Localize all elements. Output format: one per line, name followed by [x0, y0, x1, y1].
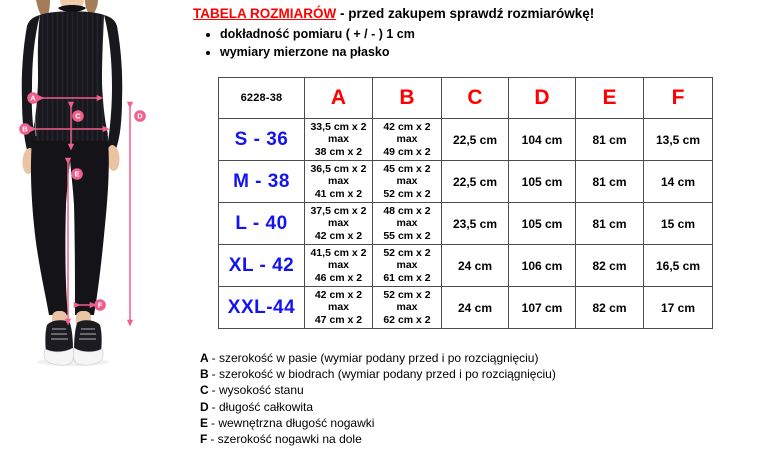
legend-desc: - szerokość w pasie (wymiar podany przed i po rozciągnięciu): [211, 351, 539, 365]
measurement-cell: 107 cm: [509, 287, 576, 329]
measurement-cell: 15 cm: [644, 203, 713, 245]
column-header-b: B: [373, 78, 442, 119]
bullet-item: • dokładność pomiaru ( + / - ) 1 cm: [220, 25, 415, 43]
measurement-line: 52 cm x 2: [383, 187, 431, 200]
measurement-cell: 14 cm: [644, 161, 713, 203]
size-label: XXL-44: [219, 287, 305, 329]
measurement-line: 52 cm x 2: [383, 288, 431, 301]
legend-letter: B: [200, 367, 209, 382]
legend-item: [200, 350, 556, 366]
legend-item: [200, 415, 556, 431]
table-row: [219, 161, 713, 203]
legend-letter: F: [200, 432, 208, 447]
measurement-cell: [305, 203, 373, 245]
column-header-a: A: [305, 78, 373, 119]
size-label: S - 36: [219, 119, 305, 161]
intro-bullet-list: [206, 25, 415, 61]
measurement-line: max: [327, 259, 349, 272]
legend-item: [200, 399, 556, 415]
measurement-line: 48 cm x 2: [383, 204, 431, 217]
product-code: 6228-38: [219, 78, 305, 119]
measurement-cell: 105 cm: [509, 203, 576, 245]
legend-desc: - długość całkowita: [211, 399, 314, 414]
legend-item: [200, 382, 556, 398]
measurement-cell: [373, 203, 442, 245]
measurement-line: 42 cm x 2: [314, 229, 363, 242]
measurement-cell: 82 cm: [576, 245, 644, 287]
measurement-cell: 17 cm: [644, 287, 713, 329]
measurement-cell: [305, 119, 373, 161]
measurement-legend: [200, 350, 556, 447]
figure-highlight: [108, 62, 110, 136]
badge-e-label: E: [74, 169, 80, 179]
table-row: [219, 245, 713, 287]
measurement-line: 52 cm x 2: [383, 246, 431, 259]
legend-letter: A: [200, 351, 209, 365]
measurement-line: max: [396, 259, 418, 272]
legend-desc: - szerokość nogawki na dole: [210, 432, 362, 447]
size-label: L - 40: [219, 203, 305, 245]
measurement-cell: 22,5 cm: [442, 161, 509, 203]
measurement-line: max: [327, 133, 349, 146]
legend-item: [200, 431, 556, 447]
measurement-line: 41 cm x 2: [314, 187, 363, 200]
measurement-cell: 105 cm: [509, 161, 576, 203]
badge-b-label: B: [22, 124, 28, 134]
size-label: M - 38: [219, 161, 305, 203]
table-row: [219, 287, 713, 329]
table-row: [219, 203, 713, 245]
measurement-cell: [305, 287, 373, 329]
badge-a-label: A: [30, 93, 36, 103]
legend-letter: D: [200, 399, 209, 414]
size-label: XL - 42: [219, 245, 305, 287]
legend-desc: - wysokość stanu: [211, 383, 304, 398]
measurement-cell: 104 cm: [509, 119, 576, 161]
measurement-line: 61 cm x 2: [383, 271, 431, 284]
page-title: [193, 6, 594, 21]
measurement-cell: 13,5 cm: [644, 119, 713, 161]
badge-c-label: C: [75, 111, 81, 121]
leggings: [31, 141, 109, 315]
measurement-cell: [373, 161, 442, 203]
measurement-line: max: [396, 175, 418, 188]
bullet-item: • wymiary mierzone na płasko: [220, 43, 415, 61]
measurement-cell: [305, 245, 373, 287]
column-header-f: F: [644, 78, 713, 119]
measurement-cell: [373, 119, 442, 161]
measurement-cell: 24 cm: [442, 245, 509, 287]
measurement-line: 55 cm x 2: [383, 229, 431, 242]
measurement-cell: 81 cm: [576, 161, 644, 203]
measurement-line: 41,5 cm x 2: [310, 246, 367, 259]
legend-letter: C: [200, 383, 209, 398]
measurement-line: 49 cm x 2: [383, 145, 431, 158]
measurement-cell: 82 cm: [576, 287, 644, 329]
measurement-line: 62 cm x 2: [383, 313, 431, 326]
sneaker-left: [45, 320, 73, 352]
measurement-line: max: [396, 301, 418, 314]
measurement-line: 42 cm x 2: [314, 288, 363, 301]
measurement-cell: 23,5 cm: [442, 203, 509, 245]
table-header-row: [219, 78, 713, 119]
measurement-cell: 81 cm: [576, 203, 644, 245]
badge-f-label: F: [97, 300, 103, 310]
measurement-line: max: [396, 133, 418, 146]
legend-desc: - wewnętrzna długość nogawki: [211, 415, 375, 430]
model-figure: [0, 0, 190, 366]
measurement-line: max: [327, 175, 349, 188]
measurement-line: max: [327, 217, 349, 230]
page-title-rest: - przed zakupem sprawdź rozmiarówkę!: [336, 6, 595, 21]
measurement-line: max: [327, 301, 349, 314]
measurement-line: 47 cm x 2: [314, 313, 363, 326]
measurement-cell: [373, 287, 442, 329]
measurement-line: 37,5 cm x 2: [310, 204, 367, 217]
measurement-cell: 22,5 cm: [442, 119, 509, 161]
measurement-cell: 106 cm: [509, 245, 576, 287]
legend-desc: - szerokość w biodrach (wymiar podany przed i po rozciągnięciu): [211, 367, 556, 382]
legend-letter: E: [200, 415, 209, 430]
measurement-line: 42 cm x 2: [383, 120, 431, 133]
measurement-line: 36,5 cm x 2: [310, 162, 367, 175]
badge-d-label: D: [137, 111, 143, 121]
measurement-cell: [305, 161, 373, 203]
sneaker-right: [74, 320, 102, 352]
measurement-line: max: [396, 217, 418, 230]
size-table: [218, 77, 713, 329]
table-row: [219, 119, 713, 161]
legend-item: [200, 366, 556, 382]
measurement-cell: 24 cm: [442, 287, 509, 329]
measurement-line: 33,5 cm x 2: [310, 120, 367, 133]
measurement-line: 38 cm x 2: [314, 145, 363, 158]
column-header-c: C: [442, 78, 509, 119]
measurement-cell: 16,5 cm: [644, 245, 713, 287]
measurement-line: 45 cm x 2: [383, 162, 431, 175]
sweater-torso: [32, 11, 108, 141]
measurement-line: 46 cm x 2: [314, 271, 363, 284]
column-header-e: E: [576, 78, 644, 119]
page-title-highlight: TABELA ROZMIARÓW: [193, 6, 337, 21]
column-header-d: D: [509, 78, 576, 119]
measurement-cell: 81 cm: [576, 119, 644, 161]
measurement-cell: [373, 245, 442, 287]
